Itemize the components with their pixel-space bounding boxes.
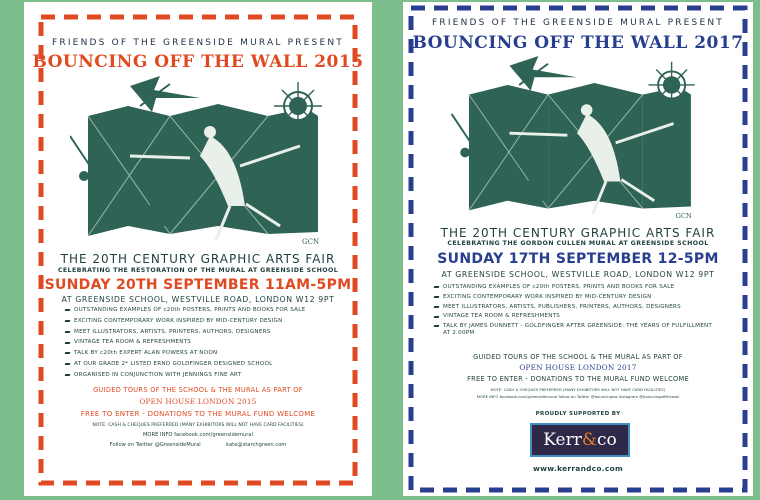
open-house-label: OPEN HOUSE LONDON 2015 — [139, 397, 257, 406]
venue-address: AT GREENSIDE SCHOOL, WESTVILLE ROAD, LONDON W12 9PT — [441, 270, 715, 279]
feature-item: EXCITING CONTEMPORARY WORK INSPIRED BY MID-CENTURY DESIGN — [64, 318, 344, 325]
venue-address: AT GREENSIDE SCHOOL, WESTVILLE ROAD, LONDON W12 9PT — [61, 295, 335, 304]
poster-2017 — [403, 2, 753, 496]
contact-email: kate@starchgreen.com — [226, 442, 287, 448]
event-date: SUNDAY 20TH SEPTEMBER 11AM-5PM — [44, 277, 352, 293]
celebration-subtitle: CELEBRATING THE GORDON CULLEN MURAL AT GREENSIDE SCHOOL — [447, 240, 709, 247]
more-info: MORE INFO facebook.com/greensidemural follow on Twitter @bouncingow Instagram @bouncingoffthewall — [476, 394, 680, 399]
feature-item: TALK BY c20th EXPERT ALAN POWERS AT NOON — [64, 350, 344, 357]
tours-text: GUIDED TOURS OF THE SCHOOL & THE MURAL AS PART OF — [473, 353, 683, 361]
feature-item: MEET ILLUSTRATORS, ARTISTS, PUBLISHERS, PRINTERS, AUTHORS, DESIGNERS — [433, 304, 733, 311]
feature-item: TALK BY JAMES DUNNETT - GOLDFINGER AFTER GREENSIDE: THE YEARS OF FULFILLMENT AT 2.00PM — [433, 323, 713, 338]
poster-title: BOUNCING OFF THE WALL 2017 — [412, 33, 744, 53]
feature-list — [433, 284, 733, 338]
celebration-subtitle: CELEBRATING THE RESTORATION OF THE MURAL AT GREENSIDE SCHOOL — [57, 267, 339, 274]
feature-item: AT OUR GRADE 2* LISTED ERNO GOLDFINGER DESIGNED SCHOOL — [64, 361, 344, 368]
svg-text:GCN: GCN — [302, 238, 320, 246]
mural-illustration — [70, 76, 332, 248]
twitter-handle: Follow on Twitter @GreensideMural — [109, 442, 201, 448]
poster-2015 — [24, 2, 372, 496]
open-house-label: OPEN HOUSE LONDON 2017 — [519, 363, 637, 372]
presenter-line: FRIENDS OF THE GREENSIDE MURAL PRESENT — [52, 38, 344, 48]
more-info: MORE INFO facebook.com/greensidemural — [142, 432, 254, 438]
feature-item: MEET ILLUSTRATORS, ARTISTS, PRINTERS, AUTHORS, DESIGNERS — [64, 329, 344, 336]
feature-list — [64, 307, 344, 379]
free-entry-text: FREE TO ENTER - DONATIONS TO THE MURAL FUND WELCOME — [80, 410, 316, 418]
feature-item: OUTSTANDING EXAMPLES OF c20th POSTERS, PRINTS AND BOOKS FOR SALE — [64, 307, 344, 314]
free-entry-text: FREE TO ENTER - DONATIONS TO THE MURAL FUND WELCOME — [467, 375, 689, 383]
payment-note: NOTE: CASH & CHEQUES PREFERRED (MANY EXHIBITORS WILL NOT HAVE CARD FACILITIES) — [92, 423, 304, 428]
fair-heading: THE 20TH CENTURY GRAPHIC ARTS FAIR — [440, 226, 716, 240]
sponsor-website[interactable]: www.kerrandco.com — [533, 464, 623, 473]
mural-illustration — [447, 56, 709, 222]
supported-by: PROUDLY SUPPORTED BY — [535, 411, 621, 417]
feature-item: VINTAGE TEA ROOM & REFRESHMENTS — [64, 339, 344, 346]
feature-item: OUTSTANDING EXAMPLES OF c20th POSTERS, PRINTS AND BOOKS FOR SALE — [433, 284, 733, 291]
svg-text:GCN: GCN — [675, 212, 692, 221]
tours-text: GUIDED TOURS OF THE SCHOOL & THE MURAL AS PART OF — [93, 386, 303, 394]
payment-note: NOTE: CASH & CHEQUES PREFERRED (MANY EXHIBITORS WILL NOT HAVE CARD FACILITIES) — [490, 387, 666, 392]
kerrandco-logo: Kerr&co — [530, 423, 630, 457]
contact-line — [24, 442, 372, 448]
poster-title: BOUNCING OFF THE WALL 2015 — [32, 52, 364, 72]
fair-heading: THE 20TH CENTURY GRAPHIC ARTS FAIR — [60, 252, 336, 266]
presenter-line: FRIENDS OF THE GREENSIDE MURAL PRESENT — [432, 18, 724, 28]
feature-item: EXCITING CONTEMPORARY WORK INSPIRED BY MID-CENTURY DESIGN — [433, 294, 733, 301]
feature-item: ORGANISED IN CONJUNCTION WITH JENNINGS FINE ART — [64, 372, 344, 379]
feature-item: VINTAGE TEA ROOM & REFRESHMENTS — [433, 313, 733, 320]
event-date: SUNDAY 17TH SEPTEMBER 12-5PM — [437, 251, 719, 267]
